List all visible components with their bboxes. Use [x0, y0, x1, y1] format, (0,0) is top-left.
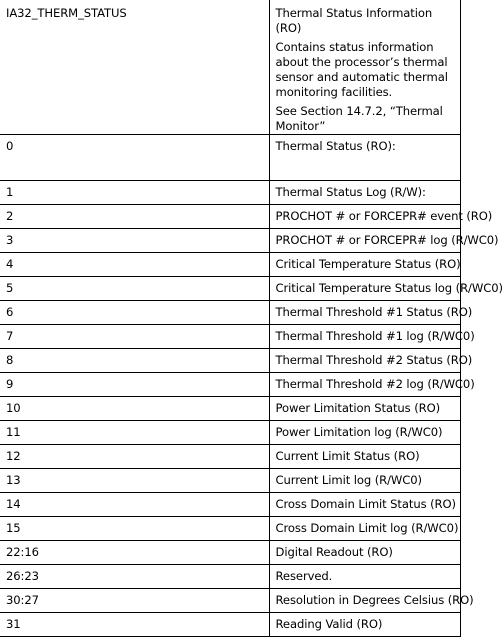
table-row [0, 469, 460, 493]
register-header-row [0, 0, 460, 135]
field-description: Critical Temperature Status (RO) [269, 253, 460, 277]
bit-range: 11 [0, 421, 269, 445]
table-row [0, 517, 460, 541]
register-name: IA32_THERM_STATUS [0, 0, 269, 135]
field-description: Thermal Status Log (R/W): [269, 181, 460, 205]
field-description: Digital Readout (RO) [269, 541, 460, 565]
table-row [0, 349, 460, 373]
table-row [0, 565, 460, 589]
table-row [0, 493, 460, 517]
field-description: PROCHOT # or FORCEPR# event (RO) [269, 205, 460, 229]
table-row [0, 229, 460, 253]
field-description: PROCHOT # or FORCEPR# log (R/WC0) [269, 229, 460, 253]
bit-range: 13 [0, 469, 269, 493]
bit-range: 12 [0, 445, 269, 469]
table-row [0, 589, 460, 613]
bit-range: 2 [0, 205, 269, 229]
table-row [0, 397, 460, 421]
table-row [0, 445, 460, 469]
bit-range: 6 [0, 301, 269, 325]
bit-range: 10 [0, 397, 269, 421]
table-row [0, 205, 460, 229]
field-description: Reserved. [269, 565, 460, 589]
bit-range: 30:27 [0, 589, 269, 613]
table-row [0, 135, 460, 181]
field-description: Power Limitation log (R/WC0) [269, 421, 460, 445]
field-description: Current Limit Status (RO) [269, 445, 460, 469]
table-row [0, 253, 460, 277]
table-row [0, 421, 460, 445]
field-description: Reading Valid (RO) [269, 613, 460, 637]
table-row [0, 325, 460, 349]
field-description: Resolution in Degrees Celsius (RO) [269, 589, 460, 613]
table-row [0, 181, 460, 205]
bit-range: 1 [0, 181, 269, 205]
field-description: Thermal Threshold #2 log (R/WC0) [269, 373, 460, 397]
bit-range: 31 [0, 613, 269, 637]
table-row [0, 373, 460, 397]
bit-range: 5 [0, 277, 269, 301]
bit-range: 26:23 [0, 565, 269, 589]
register-description-reference: See Section 14.7.2, “Thermal Monitor” [275, 104, 443, 133]
field-description: Critical Temperature Status log (R/WC0) [269, 277, 460, 301]
bit-range: 15 [0, 517, 269, 541]
field-description: Cross Domain Limit log (R/WC0) [269, 517, 460, 541]
field-description: Thermal Threshold #2 Status (RO) [269, 349, 460, 373]
register-description-title: Thermal Status Information (RO) [275, 6, 433, 35]
field-description: Cross Domain Limit Status (RO) [269, 493, 460, 517]
field-description: Thermal Threshold #1 log (R/WC0) [269, 325, 460, 349]
bit-range: 8 [0, 349, 269, 373]
bit-range: 22:16 [0, 541, 269, 565]
bit-range: 9 [0, 373, 269, 397]
bit-range: 3 [0, 229, 269, 253]
bit-range: 7 [0, 325, 269, 349]
bit-range: 14 [0, 493, 269, 517]
table-row [0, 541, 460, 565]
bit-range: 4 [0, 253, 269, 277]
field-description: Thermal Threshold #1 Status (RO) [269, 301, 460, 325]
register-description-body: Contains status information about the processor’s thermal sensor and automatic thermal monitoring facilities. [275, 40, 448, 99]
table-row [0, 301, 460, 325]
register-description [269, 0, 460, 135]
table-row [0, 277, 460, 301]
field-description: Current Limit log (R/WC0) [269, 469, 460, 493]
table-row [0, 613, 460, 637]
field-description: Power Limitation Status (RO) [269, 397, 460, 421]
field-description: Thermal Status (RO): [269, 135, 460, 181]
bit-range: 0 [0, 135, 269, 181]
